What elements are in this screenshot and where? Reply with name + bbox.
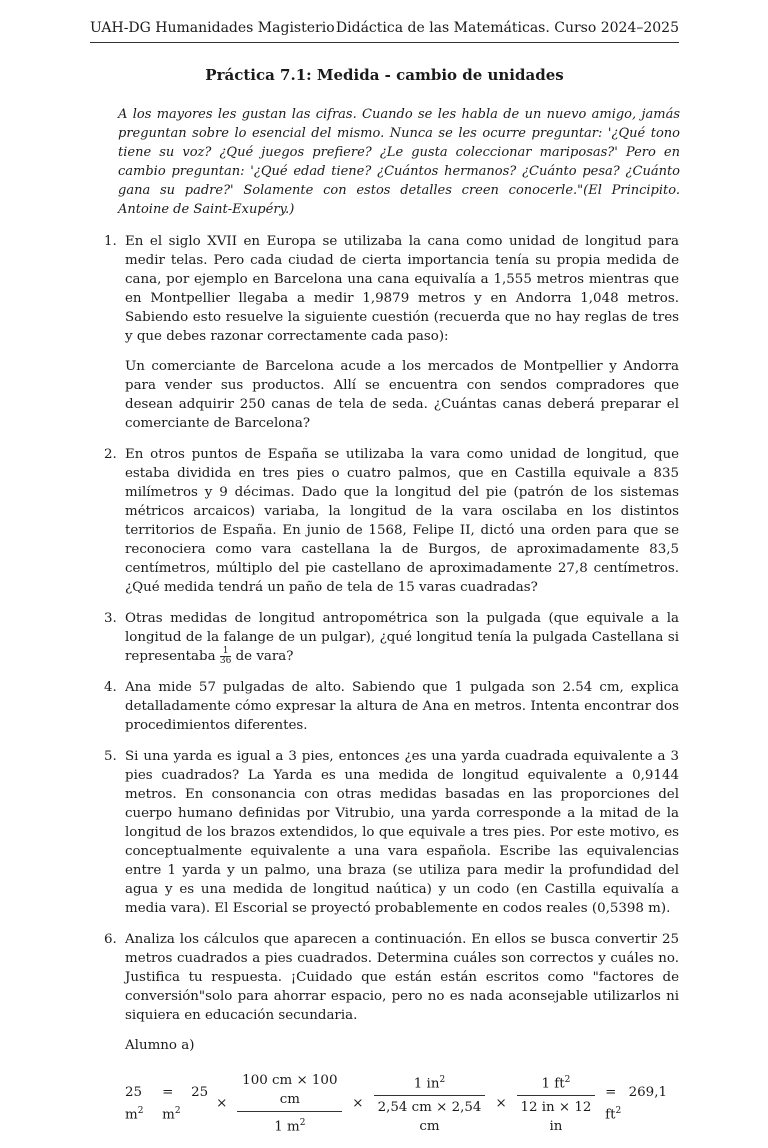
exercise-number: 5. xyxy=(104,749,117,764)
exercise-text-wrap xyxy=(125,609,679,666)
header-rule xyxy=(90,42,679,43)
eq-result: = 269,1 $ft^2$ xyxy=(605,1085,667,1123)
exercise-1 xyxy=(90,232,679,433)
exercise-subtext: Un comerciante de Barcelona acude a los mercados de Montpellier y Andorra para vender sus productos. Allí se encuentra con sendos compradores que desean adquirir 250 canas de tela de seda. ¿Cuántas canas deberá preparar el comerciante de Barcelona? xyxy=(125,359,679,431)
times-sign: × xyxy=(216,1096,228,1112)
times-sign: × xyxy=(352,1096,364,1112)
exercise-number: 3. xyxy=(104,611,117,626)
eq-lhs: 25 $m^2$ xyxy=(125,1085,144,1123)
conversion-factor-1: $\frac{100 cm \times 100 cm}{1 m^2}$ xyxy=(237,1071,342,1136)
exercise-6 xyxy=(90,930,679,1136)
exercise-text: Ana mide 57 pulgadas de alto. Sabiendo que 1 pulgada son 2.54 cm, explica detalladamente cómo expresar la altura de Ana en metros. Intenta encontrar dos procedimientos diferentes. xyxy=(125,680,679,733)
exercise-text: En otros puntos de España se utilizaba la vara como unidad de longitud, que estaba dividida en tres pies o cuatro palmos, que en Castilla equivale a 835 milímetros y 9 décimas. Dado que la longitud del pie (patrón de los sistemas métricos arcaicos) variaba, la longitud de la vara oscilaba en los distintos territorios de España. En junio de 1568, Felipe II, dictó una orden para que se reconociera como vara castellana la de Burgos, de aproximadamente 83,5 centímetros, múltiplo del pie castellano de aproximadamente 27,8 centímetros. ¿Qué medida tendrá un paño de tela de 15 varas cuadradas? xyxy=(125,447,679,595)
times-sign: × xyxy=(495,1096,507,1112)
fraction-denominator: 36 xyxy=(219,656,232,666)
exercise-text: Si una yarda es igual a 3 pies, entonces ¿es una yarda cuadrada equivalente a 3 pies cuadrados? La Yarda es una medida de longitud equivalente a 0,9144 metros. En consonancia con otras medidas basadas en las proporciones del cuerpo humano definidas por Vitrubio, una yarda corresponde a la mitad de la longitud de los brazos extendidos, lo que equivale a tres pies. Por este motivo, es conceptualmente equivalente a una vara española. Escribe las equivalencias entre 1 yarda y un palmo, una braza (se utiliza para medir la profundidad del agua y es una medida de longitud naútica) y un codo (en Castilla equivalía a media vara). El Escorial se proyectó probablemente en codos reales (0,5398 m). xyxy=(125,749,679,916)
fraction-numerator: 1 xyxy=(220,647,231,657)
exercise-list xyxy=(90,232,679,1148)
exercise-5 xyxy=(90,747,679,918)
conversion-factor-3: $\frac{1 ft^2}{12 in \times 12 in}$ xyxy=(517,1071,595,1136)
exercise-text: Otras medidas de longitud antropométrica son la pulgada (que equivale a la longitud de la falange de un pulgar), ¿qué longitud tenía la pulgada Castellana si representaba xyxy=(125,611,679,664)
header-right: Didáctica de las Matemáticas. Curso 2024–2025 xyxy=(335,20,679,36)
exercise-2 xyxy=(90,445,679,597)
exercise-number: 6. xyxy=(104,932,117,947)
exercise-text: En el siglo XVII en Europa se utilizaba la cana como unidad de longitud para medir telas. Pero cada ciudad de cierta importancia tenía su propia medida de cana, por ejemplo en Barcelona una cana equivalía a 1,555 metros mientras que en Montpellier llegaba a medir 1,9879 metros y en Andorra 1,048 metros. Sabiendo esto resuelve la siguiente cuestión (recuerda que no hay reglas de tres y que debes razonar correctamente cada paso): xyxy=(125,234,679,344)
exercise-number: 1. xyxy=(104,234,117,249)
eq-step: = 25 $m^2$ xyxy=(162,1085,209,1123)
exercise-number: 2. xyxy=(104,447,117,462)
fraction xyxy=(220,647,231,666)
exercise-text: Analiza los cálculos que aparecen a continuación. En ellos se busca convertir 25 metros cuadrados a pies cuadrados. Determina cuáles son correctos y cuáles no. Justifica tu respuesta. ¡Cuidado que están están escritos como "factores de conversión"solo para ahorrar espacio, pero no es nada aconsejable utilizarlos ni siquiera en educación secundaria. xyxy=(125,932,679,1023)
exercise-number: 4. xyxy=(104,680,117,695)
epigraph-quote: A los mayores les gustan las cifras. Cuando se les habla de un nuevo amigo, jamás preguntan sobre lo esencial del mismo. Nunca se les ocurre preguntar: '¿Qué tono tiene su voz? ¿Qué juegos prefiere? ¿Le gusta coleccionar mariposas?' Pero en cambio preguntan: '¿Qué edad tiene? ¿Cuántos hermanos? ¿Cuánto pesa? ¿Cuánto gana su padre?' Solamente con estos detalles creen conocerle."(El Principito. Antoine de Saint-Exupéry.) xyxy=(118,107,680,217)
page-title: Práctica 7.1: Medida - cambio de unidades xyxy=(205,66,564,84)
page-header xyxy=(90,20,679,36)
student-label: Alumno a) xyxy=(125,1038,195,1053)
exercise-text-end: de vara? xyxy=(235,649,294,664)
exercise-3 xyxy=(90,609,679,666)
exercise-4 xyxy=(90,678,679,735)
header-left: UAH-DG Humanidades Magisterio xyxy=(90,20,335,36)
conversion-equation xyxy=(125,1071,679,1136)
conversion-factor-2: $\frac{1 in^2}{2,54 cm \times 2,54 cm}$ xyxy=(374,1071,486,1136)
